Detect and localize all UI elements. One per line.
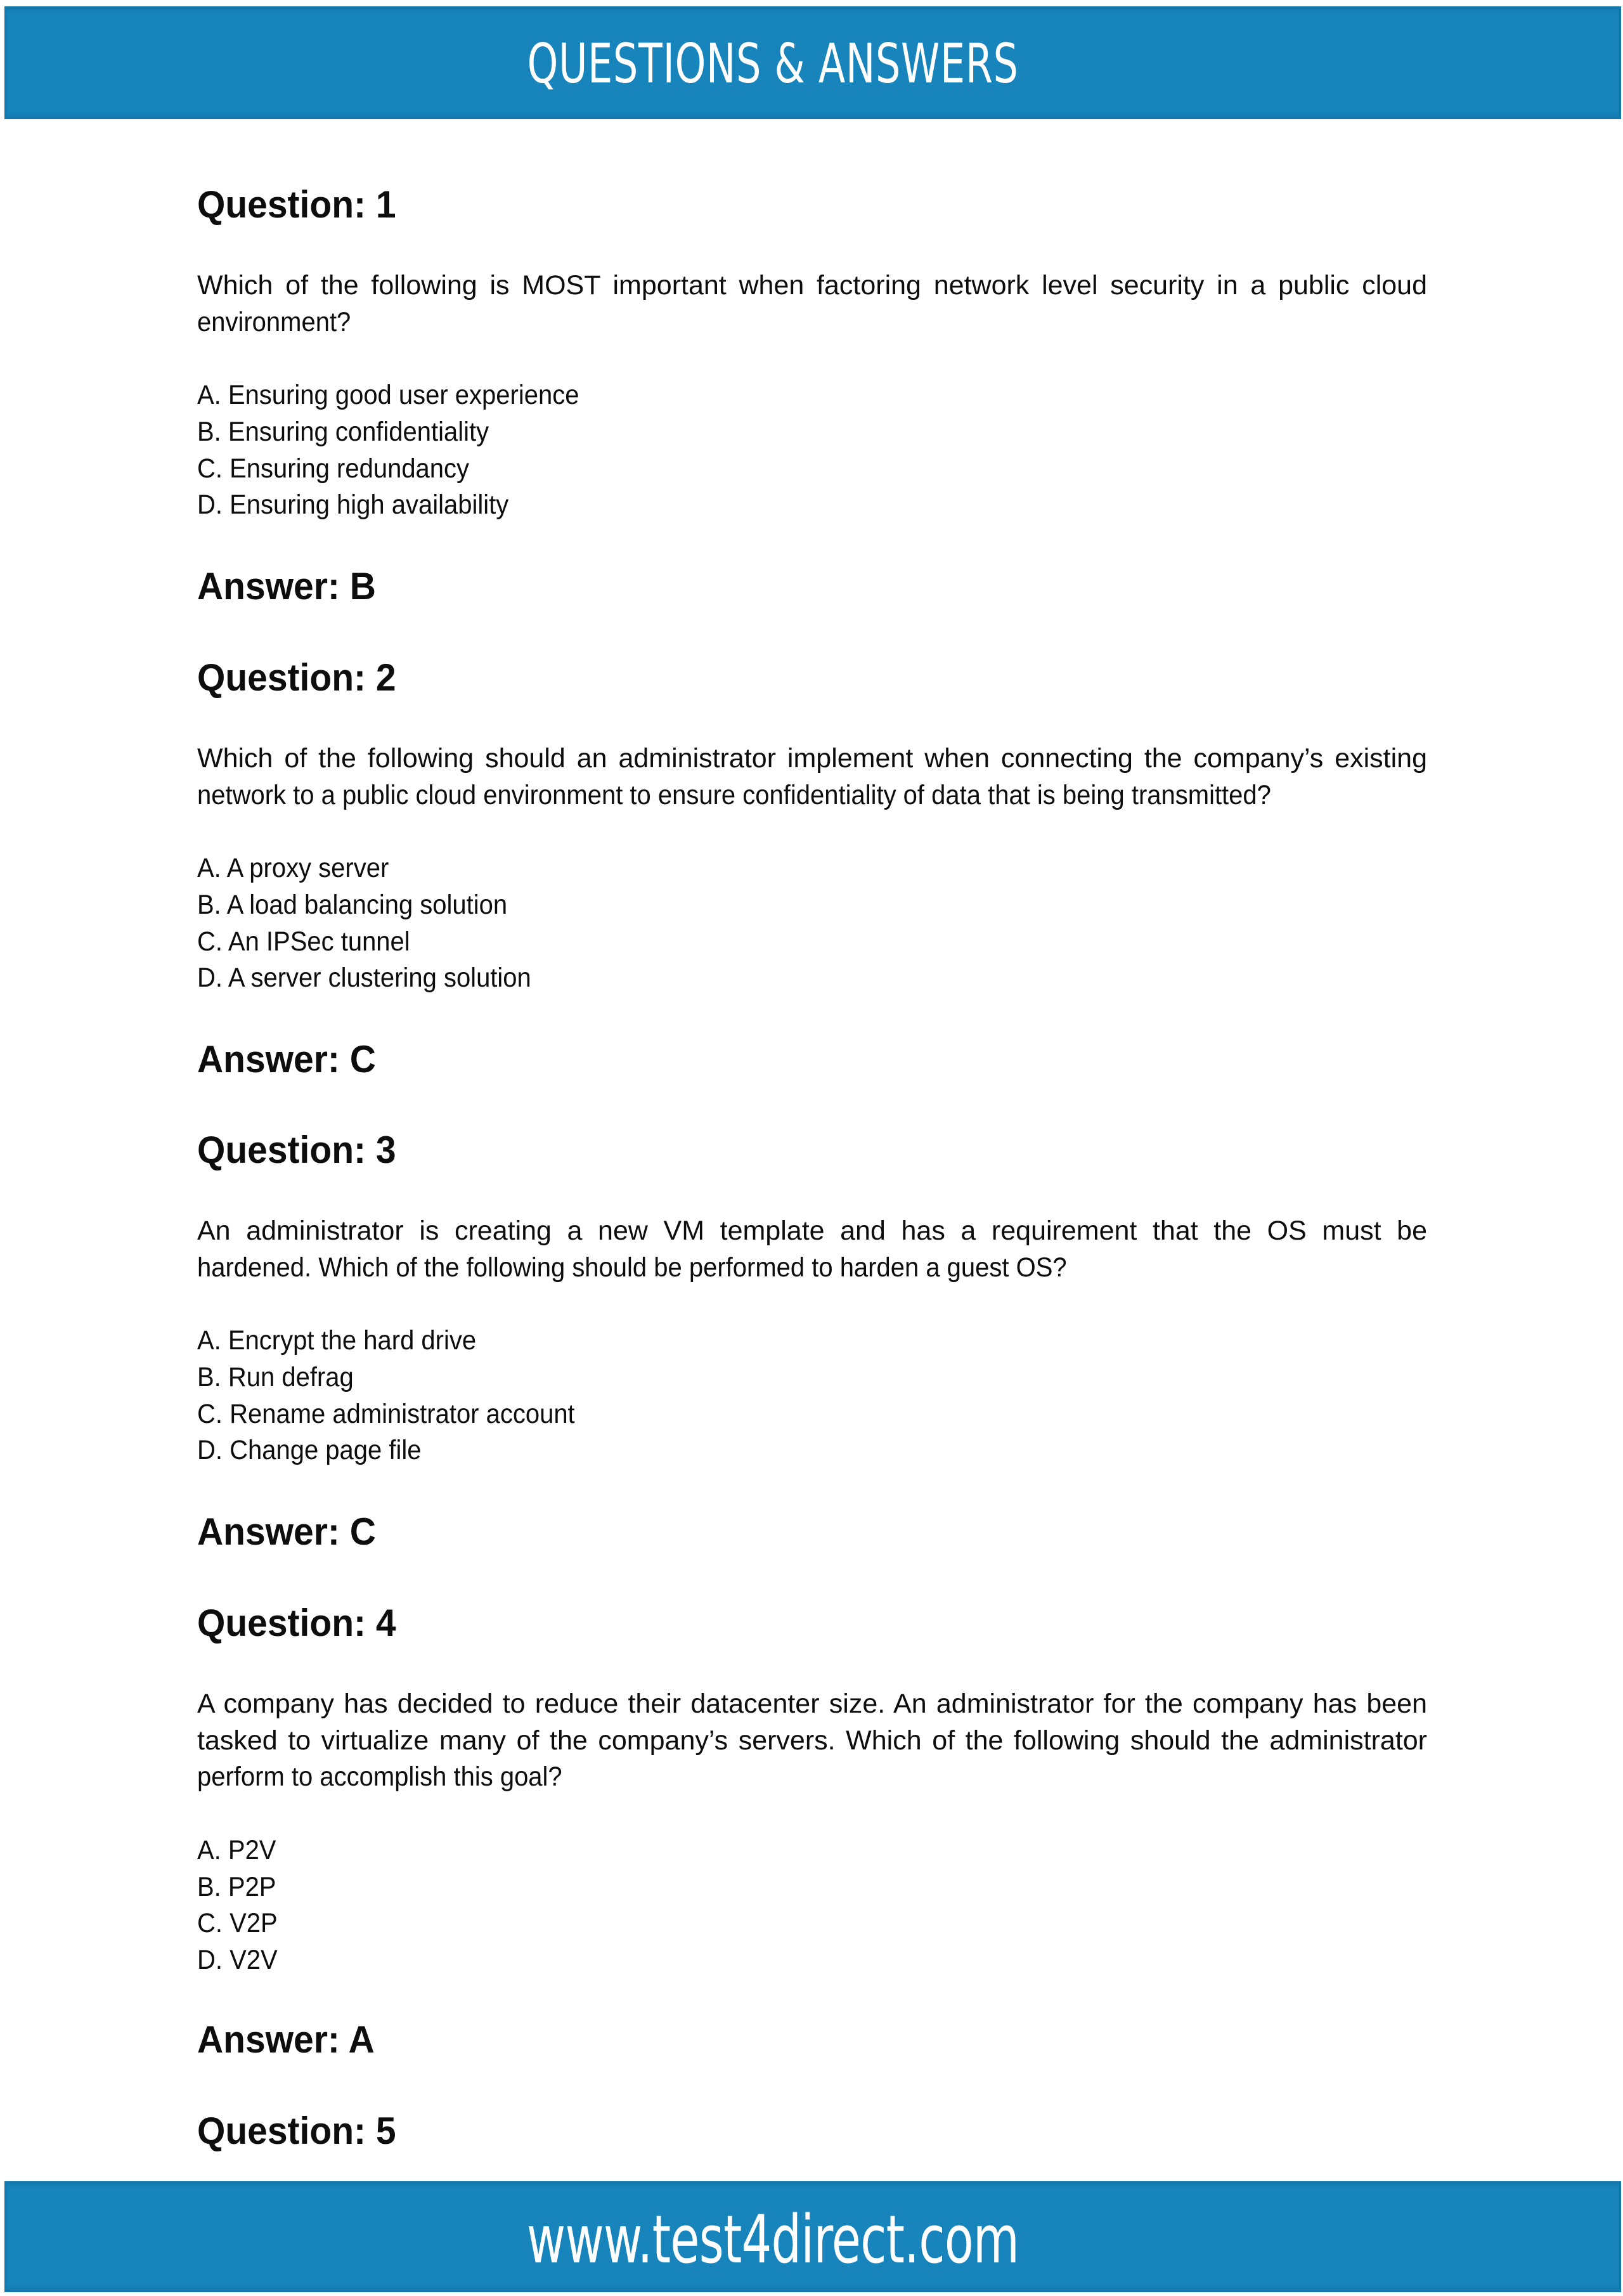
question-text-line: A company has decided to reduce their datacenter size. An administrator for the company has been bbox=[197, 1689, 1427, 1719]
answer-option: D. A server clustering solution bbox=[197, 963, 531, 994]
answer-option: D. Ensuring high availability bbox=[197, 490, 509, 521]
answer-label: Answer: C bbox=[197, 1510, 376, 1553]
answer-option: C. Ensuring redundancy bbox=[197, 453, 470, 484]
question-text-line: environment? bbox=[197, 306, 351, 337]
answer-option: B. Ensuring confidentiality bbox=[197, 416, 489, 447]
answer-option: C. V2P bbox=[197, 1908, 278, 1939]
answer-option: A. Encrypt the hard drive bbox=[197, 1325, 477, 1356]
question-heading: Question: 3 bbox=[197, 1129, 396, 1171]
question-text-line: An administrator is creating a new VM template and has a requirement that the OS must be bbox=[197, 1216, 1427, 1246]
footer-url[interactable]: www.test4direct.com bbox=[526, 2200, 1019, 2278]
question-text-line: Which of the following is MOST important when factoring network level security in a public cloud bbox=[197, 270, 1427, 301]
question-heading: Question: 5 bbox=[197, 2110, 396, 2152]
answer-option: A. P2V bbox=[197, 1834, 276, 1865]
answer-option: B. A load balancing solution bbox=[197, 889, 508, 920]
answer-option: D. Change page file bbox=[197, 1435, 422, 1466]
question-text-line: network to a public cloud environment to ensure confidentiality of data that is being transmitted? bbox=[197, 779, 1271, 810]
answer-label: Answer: C bbox=[197, 1038, 376, 1080]
answer-option: B. Run defrag bbox=[197, 1361, 354, 1392]
answer-option: C. Rename administrator account bbox=[197, 1398, 575, 1429]
question-text-line: Which of the following should an administrator implement when connecting the company’s existing bbox=[197, 743, 1427, 774]
question-heading: Question: 2 bbox=[197, 656, 396, 699]
question-text-line: perform to accomplish this goal? bbox=[197, 1761, 562, 1793]
answer-label: Answer: B bbox=[197, 565, 376, 607]
footer-banner bbox=[4, 2181, 1621, 2292]
question-heading: Question: 4 bbox=[197, 1602, 396, 1644]
answer-option: C. An IPSec tunnel bbox=[197, 926, 410, 957]
answer-option: A. A proxy server bbox=[197, 853, 389, 884]
header-title: QUESTIONS & ANSWERS bbox=[527, 32, 1019, 96]
answer-option: D. V2V bbox=[197, 1944, 278, 1975]
answer-option: A. Ensuring good user experience bbox=[197, 380, 579, 411]
answer-option: B. P2P bbox=[197, 1871, 276, 1902]
answer-label: Answer: A bbox=[197, 2018, 375, 2061]
question-text-line: tasked to virtualize many of the company’s servers. Which of the following should the administrator bbox=[197, 1725, 1427, 1756]
question-heading: Question: 1 bbox=[197, 183, 396, 226]
question-text-line: hardened. Which of the following should be performed to harden a guest OS? bbox=[197, 1252, 1067, 1283]
header-banner bbox=[4, 6, 1621, 119]
